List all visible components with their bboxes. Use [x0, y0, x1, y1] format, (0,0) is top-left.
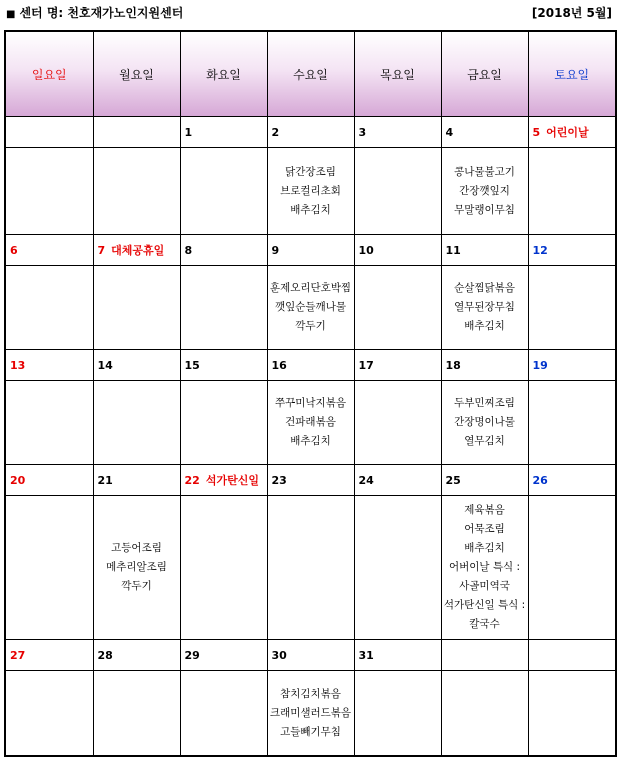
menu-row [5, 381, 616, 465]
month-label: [2018년 5월] [531, 6, 612, 20]
menu-row [5, 148, 616, 235]
date-number: 31 [358, 648, 374, 662]
date-cell [267, 640, 354, 671]
date-cell [93, 640, 180, 671]
menu-cell [528, 671, 616, 757]
menu-item: 깍두기 [121, 580, 152, 592]
date-cell [528, 640, 616, 671]
date-number: 14 [97, 358, 113, 372]
menu-item: 브로컬리초회 [280, 184, 341, 197]
date-row [5, 465, 616, 496]
date-cell [354, 117, 441, 148]
date-row [5, 235, 616, 266]
date-number: 29 [184, 648, 200, 662]
date-number: 6 [10, 243, 18, 257]
date-number: 5 [532, 126, 541, 139]
menu-cell [441, 381, 528, 465]
menu-cell [93, 266, 180, 350]
menu-cell [180, 671, 267, 757]
menu-item: 쭈꾸미낙지볶음 [274, 397, 346, 409]
center-name-text: 센터 명: 천호재가노인지원센터 [19, 6, 184, 20]
date-cell [5, 235, 93, 266]
date-number: 1 [184, 125, 193, 139]
date-cell [5, 350, 93, 381]
date-cell [180, 350, 267, 381]
menu-cell [93, 381, 180, 465]
menu-item: 배추김치 [290, 435, 331, 447]
date-number: 16 [271, 358, 287, 372]
calendar-table [4, 30, 617, 757]
menu-item: 건파래볶음 [285, 416, 336, 428]
date-number: 11 [445, 243, 461, 257]
date-number: 30 [271, 648, 287, 662]
date-number: 10 [358, 243, 374, 257]
date-number: 2 [271, 125, 280, 139]
menu-item: 고등어조림 [111, 542, 162, 554]
date-cell [528, 465, 616, 496]
menu-item: 석가탄신일 특식 : [443, 599, 526, 611]
menu-cell [5, 266, 93, 350]
menu-item: 무말랭이무침 [454, 203, 515, 216]
date-cell [93, 235, 180, 266]
menu-item: 참치김치볶음 [280, 687, 341, 700]
date-number: 9 [271, 243, 280, 257]
menu-item: 칼국수 [469, 618, 500, 630]
weekday-header-row [5, 31, 616, 117]
date-number: 21 [97, 473, 113, 487]
date-row [5, 640, 616, 671]
date-cell [93, 465, 180, 496]
date-number: 17 [358, 358, 374, 372]
menu-cell [267, 671, 354, 757]
date-number: 20 [10, 473, 26, 487]
holiday-label: 석가탄신일 [205, 474, 259, 487]
menu-item: 순살찜닭볶음 [454, 282, 515, 294]
menu-cell [441, 148, 528, 235]
menu-item: 콩나물불고기 [454, 165, 515, 178]
date-cell [93, 350, 180, 381]
menu-item: 닭간장조림 [285, 165, 336, 178]
menu-cell [528, 496, 616, 640]
menu-cell [267, 266, 354, 350]
menu-cell [354, 496, 441, 640]
menu-cell [354, 671, 441, 757]
date-cell [180, 465, 267, 496]
date-row [5, 350, 616, 381]
weekday-tuesday: 화요일 [180, 31, 267, 117]
holiday-label: 어린이날 [546, 126, 589, 139]
menu-cell [441, 266, 528, 350]
menu-row [5, 671, 616, 757]
date-cell [441, 235, 528, 266]
center-name [6, 4, 183, 21]
date-cell [528, 350, 616, 381]
menu-item: 메추리알조림 [106, 561, 167, 573]
date-cell [267, 117, 354, 148]
menu-cell [180, 148, 267, 235]
date-number: 25 [445, 473, 461, 487]
date-cell [354, 350, 441, 381]
menu-item: 훈제오리단호박찜 [269, 282, 352, 294]
date-cell [528, 117, 616, 148]
date-number: 7 [97, 244, 106, 257]
holiday-label: 대체공휴일 [111, 244, 165, 257]
date-cell [267, 465, 354, 496]
menu-cell [180, 496, 267, 640]
menu-cell [5, 671, 93, 757]
date-number: 24 [358, 473, 374, 487]
menu-cell [93, 148, 180, 235]
menu-cell [528, 266, 616, 350]
menu-item: 배추김치 [290, 203, 331, 216]
menu-cell [354, 381, 441, 465]
date-cell [267, 235, 354, 266]
menu-item: 깻잎순들깨나물 [274, 301, 346, 313]
date-number: 4 [445, 125, 454, 139]
date-number: 3 [358, 125, 367, 139]
menu-item: 어묵조림 [464, 523, 505, 535]
menu-item: 간장명이나물 [454, 416, 515, 428]
date-cell [5, 640, 93, 671]
weekday-saturday: 토요일 [528, 31, 616, 117]
menu-item: 크래미샐러드볶음 [269, 706, 352, 719]
date-cell [441, 350, 528, 381]
date-number: 19 [532, 358, 548, 372]
menu-cell [267, 148, 354, 235]
menu-item: 깍두기 [295, 320, 326, 332]
menu-row [5, 496, 616, 640]
menu-cell [528, 381, 616, 465]
date-cell [5, 117, 93, 148]
menu-cell [180, 381, 267, 465]
date-number: 28 [97, 648, 113, 662]
date-cell [441, 465, 528, 496]
menu-item: 열무김치 [464, 435, 505, 447]
date-cell [441, 117, 528, 148]
date-cell [93, 117, 180, 148]
menu-cell [5, 381, 93, 465]
weekday-monday: 월요일 [93, 31, 180, 117]
menu-cell [5, 148, 93, 235]
menu-cell [93, 671, 180, 757]
date-number: 18 [445, 358, 461, 372]
menu-cell [354, 266, 441, 350]
date-number: 22 [184, 474, 200, 487]
date-cell [180, 235, 267, 266]
menu-cell [93, 496, 180, 640]
date-cell [5, 465, 93, 496]
weekday-wednesday: 수요일 [267, 31, 354, 117]
menu-cell [267, 496, 354, 640]
weekday-thursday: 목요일 [354, 31, 441, 117]
date-cell [354, 235, 441, 266]
menu-cell [441, 671, 528, 757]
date-number: 26 [532, 473, 548, 487]
menu-item: 열무된장무침 [454, 301, 515, 313]
menu-cell [528, 148, 616, 235]
menu-item: 사골미역국 [459, 580, 510, 592]
date-cell [441, 640, 528, 671]
date-cell [528, 235, 616, 266]
menu-cell [441, 496, 528, 640]
weekday-friday: 금요일 [441, 31, 528, 117]
date-cell [267, 350, 354, 381]
menu-cell [267, 381, 354, 465]
menu-row [5, 266, 616, 350]
square-bullet-icon: ■ [6, 9, 16, 20]
date-cell [180, 117, 267, 148]
date-cell [354, 640, 441, 671]
date-number: 23 [271, 473, 287, 487]
menu-item: 배추김치 [464, 320, 505, 332]
menu-item: 간장깻잎지 [459, 184, 510, 197]
menu-cell [354, 148, 441, 235]
date-number: 15 [184, 358, 200, 372]
date-number: 13 [10, 358, 26, 372]
date-cell [180, 640, 267, 671]
menu-item: 두부민찌조림 [454, 397, 515, 409]
date-cell [354, 465, 441, 496]
menu-item: 어버이날 특식 : [448, 561, 521, 573]
date-number: 12 [532, 243, 548, 257]
menu-item: 배추김치 [464, 542, 505, 554]
menu-item: 제육볶음 [464, 504, 505, 516]
menu-item: 고들빼기무침 [280, 725, 341, 738]
page-header [0, 0, 620, 28]
weekday-sunday: 일요일 [5, 31, 93, 117]
date-row [5, 117, 616, 148]
date-number: 8 [184, 243, 193, 257]
menu-cell [180, 266, 267, 350]
menu-cell [5, 496, 93, 640]
date-number: 27 [10, 648, 26, 662]
